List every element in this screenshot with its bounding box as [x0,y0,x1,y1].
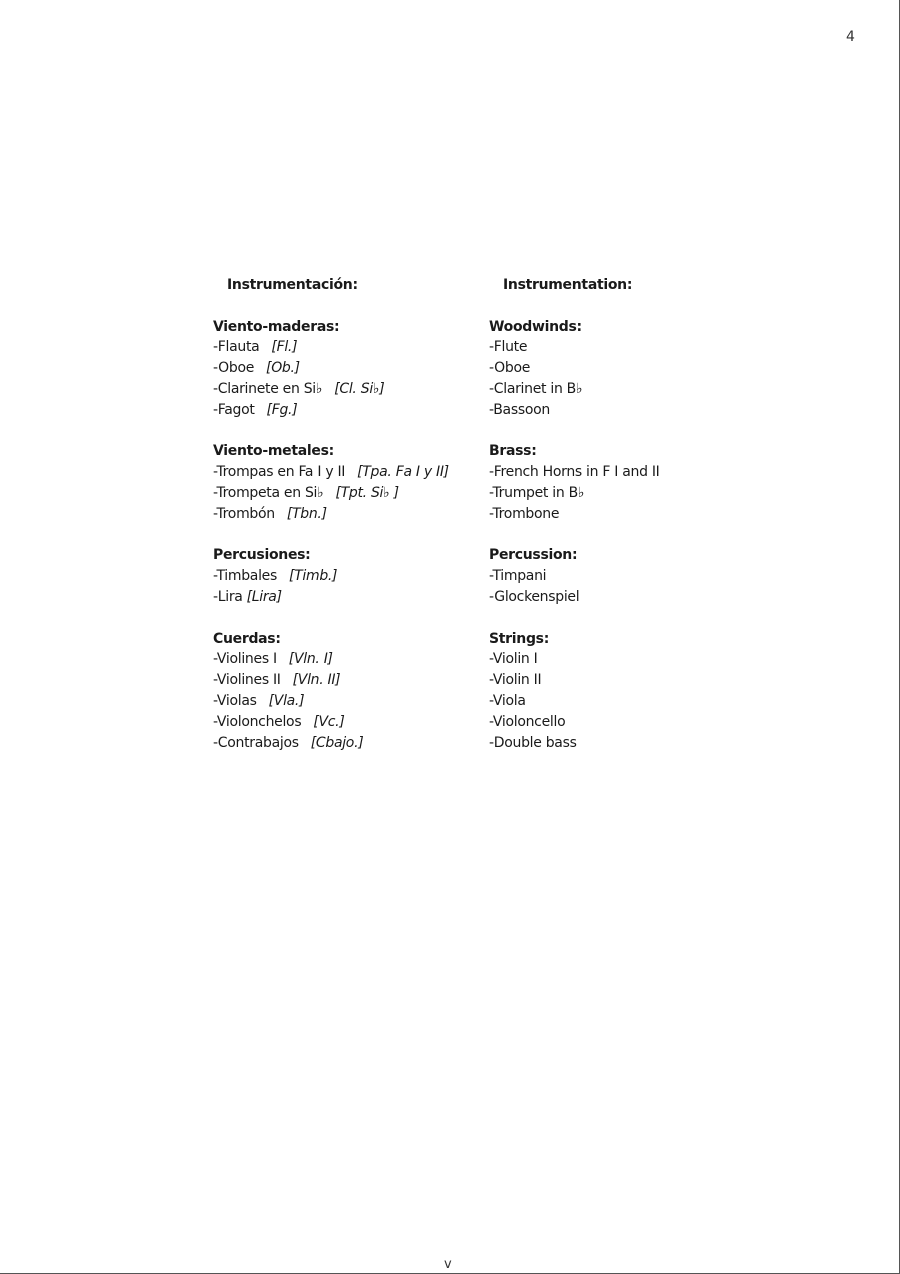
instrument-item [213,337,483,358]
instrument-name: -Flauta [213,339,260,356]
instrument-name: -Violin I [489,651,538,668]
section-woodwinds-en [489,317,749,421]
instrument-item [213,733,483,754]
instrument-abbreviation: [Cbajo.] [310,734,364,751]
instrument-abbreviation: [Tpt. Si♭ ] [335,484,399,501]
instrument-abbreviation: [Lira] [246,588,282,605]
instrument-name: -Violas [213,692,257,709]
instrument-abbreviation: [Fg.] [266,401,298,418]
instrument-name: -Timpani [489,568,547,585]
instrument-abbreviation: [Fl.] [271,339,298,356]
instrument-name: -Violines I [213,651,277,668]
instrument-name: -Clarinete en Si♭ [213,380,323,397]
instrument-abbreviation: [Vla.] [268,692,305,709]
instrument-name: -Oboe [489,360,531,377]
instrument-name: -Trompas en Fa I y II [213,464,346,481]
instrument-item [213,358,483,379]
instrument-item [213,649,483,670]
section-brass-en [489,441,749,524]
section-title: Woodwinds: [489,318,582,335]
instrument-abbreviation: [Cl. Si♭] [334,380,385,397]
instrument-name: -Bassoon [489,401,550,418]
instrument-item [213,462,483,483]
instrument-item [213,712,483,733]
section-title: Viento-metales: [213,443,334,460]
instrument-name: -Trombón [213,505,275,522]
section-title: Brass: [489,443,537,460]
instrument-name: -Lira [213,588,243,605]
instrument-item [213,691,483,712]
instrument-name: -Trombone [489,505,560,522]
instrument-name: -Fagot [213,401,255,418]
spanish-heading: Instrumentación: [227,277,358,293]
instrument-abbreviation: [Ob.] [266,360,300,377]
section-title: Percusiones: [213,547,311,564]
instrument-name: -Clarinet in B♭ [489,380,583,397]
instrument-name: -Violines II [213,672,281,689]
instrument-name: -Trumpet in B♭ [489,484,585,501]
instrument-name: -Oboe [213,360,255,377]
instrument-name: -Trompeta en Si♭ [213,484,324,501]
section-brass-es [213,441,483,524]
english-column [489,275,749,774]
english-heading: Instrumentation: [503,277,633,293]
instrument-name: -Glockenspiel [489,588,580,605]
instrument-item [213,379,483,400]
section-strings-es [213,629,483,754]
section-title: Strings: [489,630,549,647]
instrument-name: -French Horns in F I and II [489,464,660,481]
instrument-abbreviation: [Tpa. Fa I y II] [357,464,449,481]
section-strings-en [489,629,749,754]
instrument-name: -Violin II [489,672,542,689]
instrument-name: -Violoncello [489,713,566,730]
instrument-item [213,483,483,504]
instrument-name: -Viola [489,692,526,709]
instrument-name: -Double bass [489,734,577,751]
instrument-abbreviation: [Timb.] [288,568,338,585]
spanish-column [213,275,483,774]
instrument-abbreviation: [Vln. II] [292,672,341,689]
instrument-abbreviation: [Vln. I] [288,651,333,668]
instrument-item [213,587,483,608]
instrument-abbreviation: [Vc.] [313,713,345,730]
instrument-name: -Violonchelos [213,713,302,730]
page-number: 4 [846,29,855,45]
section-title: Cuerdas: [213,630,281,647]
instrument-item [213,400,483,421]
section-woodwinds-es [213,317,483,421]
section-title: Viento-maderas: [213,318,340,335]
section-percussion-es [213,545,483,607]
instrument-name: -Contrabajos [213,734,299,751]
instrument-name: -Flute [489,339,528,356]
footer-mark: v [444,1257,452,1272]
section-percussion-en [489,545,749,607]
instrument-item [213,504,483,525]
instrument-name: -Timbales [213,568,277,585]
instrument-item [213,670,483,691]
instrument-abbreviation: [Tbn.] [286,505,327,522]
instrument-item [213,566,483,587]
section-title: Percussion: [489,547,578,564]
